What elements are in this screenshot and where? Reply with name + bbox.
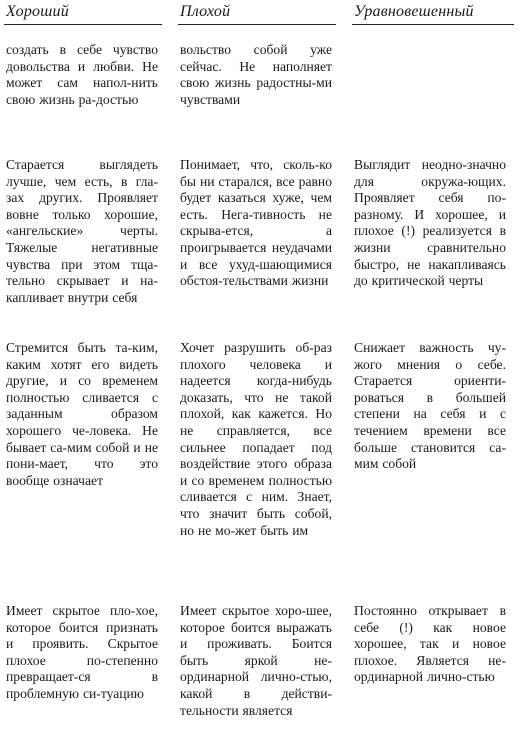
header-rule-bad (178, 24, 336, 25)
cell-good-row-4: Имеет скрытое пло-хое, которое боится признать и проявить. Скрытое плохое по-степенно превращает-ся в проблемную си-туацию (6, 603, 158, 701)
cell-bad-row-2: Понимает, что, сколь-ко бы ни старался, все равно будет казаться хуже, чем есть. Нега-тивность не скрыва-ется, а проигрывается неудачами и все ухуд-шающимися обстоя-тельствами жизни (180, 157, 332, 289)
column-heading-bad: Плохой (180, 3, 231, 20)
cell-bad-row-4: Имеет скрытое хоро-шее, которое боится выражать и проживать. Боится быть яркой не-ординарной лично-стью, какой в действи-тельности является (180, 603, 332, 718)
cell-balanced-row-4: Постоянно открывает в себе (!) как новое хорошее, так и новое плохое. Является не-ординарной лично-стью (354, 603, 506, 685)
cell-good-row-3: Стремится быть та-ким, каким хотят его видеть другие, и со временем полностью сливается с заданным образом хорошего че-ловека. Не бывает са-мим собой и не пони-мает, что это вообще означает (6, 340, 158, 488)
header-rule-balanced (352, 24, 514, 25)
cell-bad-row-3: Хочет разрушить об-раз плохого человека и надеется когда-нибудь доказать, что не такой плохой, как кажется. Но не справляется, все сильнее попадает под воздействие этого образа и со временем полностью сливается с ним. Знает, что значит быть собой, но не мо-жет быть им (180, 340, 332, 538)
cell-good-row-1: создать в себе чувство довольства и любви. Не может сам напол-нить свою жизнь ра-достью (6, 42, 158, 107)
header-rule-good (4, 24, 162, 25)
cell-balanced-row-2: Выглядит неодно-значно для окружа-ющих. Проявляет себя по-разному. И хорошее, и плохое (!) реализуется в жизни сравнительно быстро, не накапливаясь до критической черты (354, 157, 506, 289)
table-header (0, 0, 519, 26)
column-heading-balanced: Уравновешенный (354, 3, 474, 20)
cell-bad-row-1: вольство собой уже сейчас. Не наполняет свою жизнь радостны-ми чувствами (180, 42, 332, 107)
cell-good-row-2: Старается выглядеть лучше, чем есть, в гла-зах других. Проявляет вовне только хорошие, «ангельские» черты. Тяжелые негативные чувства при этом тща-тельно скрывает и на-капливает внутри себя (6, 157, 158, 305)
cell-balanced-row-3: Снижает важность чу-жого мнения о себе. Старается ориенти-роваться в большей степени на себя и с течением времени все больше становится са-мим собой (354, 340, 506, 472)
column-heading-good: Хороший (6, 3, 69, 20)
